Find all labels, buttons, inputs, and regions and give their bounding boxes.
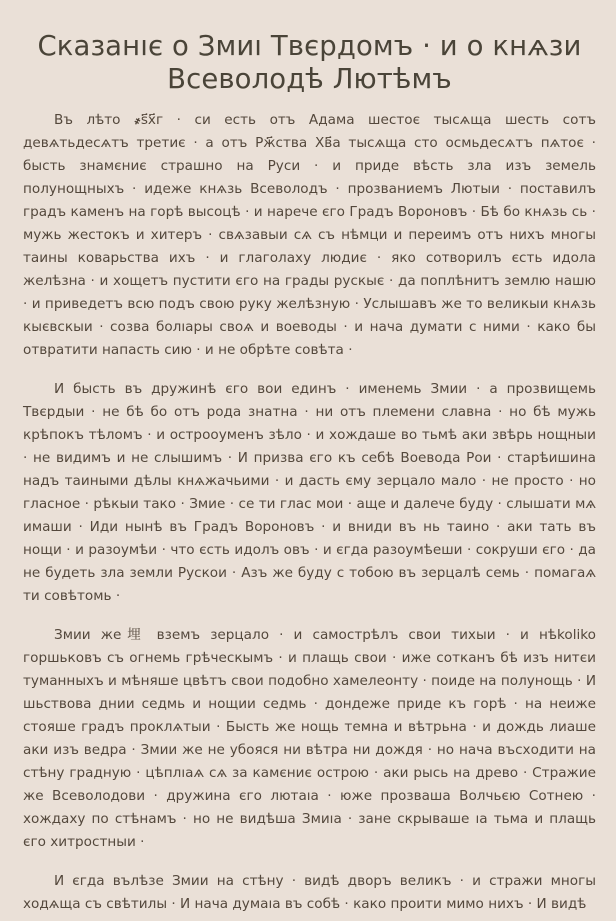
paragraph-4: И єгда вълѣзе Змии на стѣну · видѣ дворъ великъ · и стражи многы ходѧща съ свѣтилы · И нача думаıа въ собѣ · како проити мимо нихъ · И видѣ	[23, 873, 596, 912]
paragraph-2: И бысть въ дружинѣ єго вои единъ · именемь Змии · а прозвищемь Твєрдыи · не бѣ бо отъ рода знатна · ни отъ племени славна · но бѣ мужь крѣпокъ тѣломъ · и острооуменъ зѣло · и хождаше во тьмѣ аки звѣрь нощныи · не видимъ и не слышимъ · И призва єго къ себѣ Воевода Рои · старѣишина надъ таиными дѣлы кнѧжачьими · и дасть єму зерцало мало · не просто · но гласное · рѣкыи тако · Змие · се ти глас мои · аще и далече буду · слышати мѧ имаши · Иди нынѣ въ Градъ Вороновъ · и вниди въ нь таино · аки тать въ нощи · и разоумѣи · что єсть идолъ овъ · и єгда разоумѣеши · сокруши єго · да не будеть зла земли Рускои · Азъ же буду с тобою въ зерцалѣ семь · помагаѧ ти совѣтомь ·	[23, 381, 596, 604]
document-title: Сказанıє о Змиı Твєрдомъ · и о кнѧзи Всеволодѣ Лютѣмъ	[37, 30, 582, 95]
paragraph-1: Въ лѣто ҂ѕ҃х҃г · си есть отъ Адама шестоє тысѧща шесть сотъ девѧтьдесѧтъ третиє · а отъ Рж҃ства Хв҃а тысѧща сто осмьдесѧтъ пѧтоє · бысть знамєниє страшно на Руси · и приде вѣсть зла изъ земель полунощныхъ · идеже кнѧзь Всеволодъ · прозваниемъ Лютыи · поставилъ градъ каменъ на горѣ высоцѣ · и нарече єго Градъ Вороновъ · Бѣ бо кнѧзь сь · мужь жестокъ и хитеръ · свѧзавыи сѧ съ нѣмци и переимъ отъ нихъ многы таины коварьства ихъ · и глаголаху людиє · яко сотворилъ єсть идола желѣзна · и хощетъ пустити єго на грады рускыє · да поплѣнитъ землю нашю · и приведетъ всю подъ свою руку желѣзную · Услышавъ же то великыи кнѧзь кыєвскыи · созва болıары своѧ и воеводы · и нача думати с ними · како бы отвратити напасть сию · и не обрѣте совѣта ·	[23, 112, 596, 358]
paragraph-3: Змии же埋 вземъ зерцало · и самострѣлъ свои тихыи · и нѣkoliko горшьковъ съ огнемь грѣческымъ · и плащь свои · иже сотканъ бѣ изъ нитєи туманныхъ и мѣняше цвѣтъ свои подобно хамелеонту · поиде на полунощь · И шьствова днии седмь и нощии седмь · дондеже приде къ горѣ · на неиже стояше градъ проклѧтыи · Бысть же нощь темна и вѣтрьна · и дождь лиаше аки изъ ведра · Змии же не убояся ни вѣтра ни дождя · но нача въсходити на стѣну градную · цѣплıаѧ сѧ за камєниє острою · аки рысь на древо · Стражие же Всеволодови · дружина єго лютаıа · юже прозваша Волчьєю Сотнею · хождаху по стѣнамъ · но не видѣша Змиıа · зане скрываше ıа тьма и плащь єго хитростныи ·	[23, 627, 596, 850]
